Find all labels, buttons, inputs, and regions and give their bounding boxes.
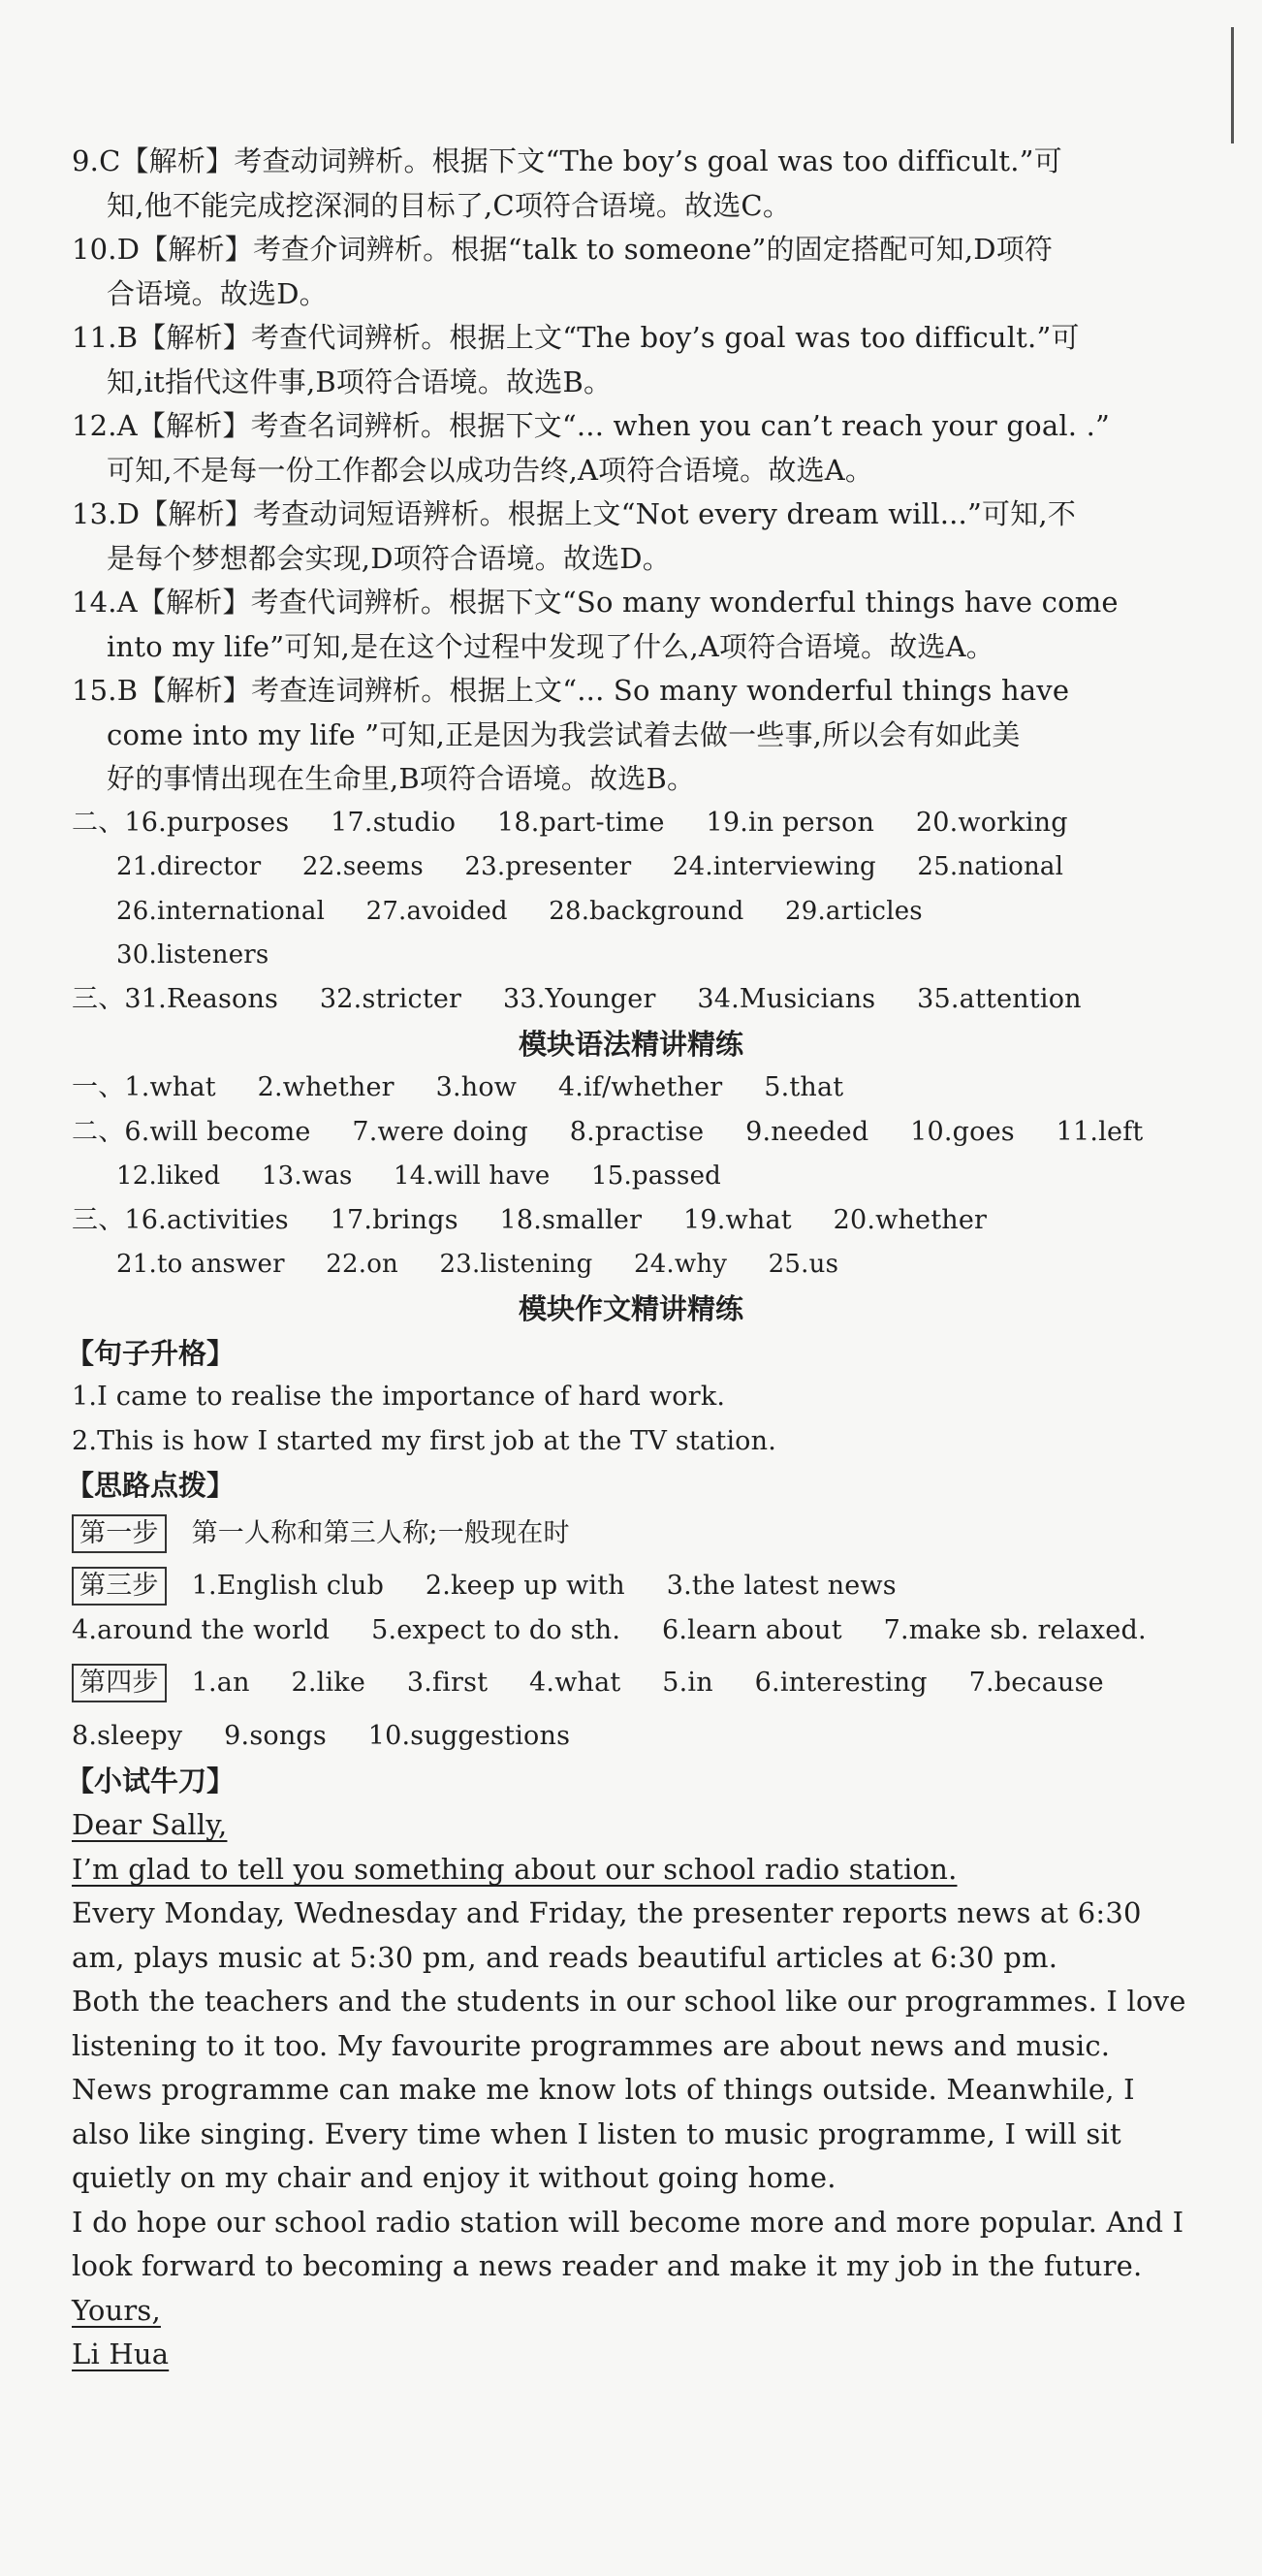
answer-item: 24.why [633, 1250, 728, 1279]
grammar-row-5 [116, 1245, 1262, 1284]
step1-row [72, 1514, 1262, 1553]
letter-closing: Yours, [72, 2294, 161, 2327]
letter-body-line: also like singing. Every time when I listen to music programme, I will sit [72, 2117, 1121, 2150]
answer-item: 34.Musicians [697, 984, 876, 1014]
answer-item: 27.avoided [365, 897, 508, 926]
answer-item: 8.practise [569, 1117, 705, 1147]
answer-item: 35.attention [917, 984, 1082, 1014]
answer-item: 2.whether [257, 1072, 394, 1102]
step4-box: 第四步 [72, 1664, 167, 1702]
step3-row [72, 1567, 1262, 1606]
answer-item: 17.studio [331, 808, 457, 838]
analysis-13-line-2: 是每个梦想都会实现,D项符合语境。故选D。 [107, 542, 671, 575]
answer-item: 4.around the world [72, 1615, 331, 1645]
analysis-12-line-2: 可知,不是每一份工作都会以成功告终,A项符合语境。故选A。 [107, 454, 874, 487]
answer-item: 5.expect to do sth. [371, 1615, 621, 1645]
answer-item: 2.like [291, 1668, 366, 1698]
answer-item: 3.the latest news [666, 1571, 897, 1601]
grammar-row-4 [72, 1201, 1262, 1240]
answer-item: 三、31.Reasons [72, 984, 279, 1014]
analysis-14-line-2: into my life”可知,是在这个过程中发现了什么,A项符合语境。故选A。 [107, 630, 994, 663]
answer-item: 13.was [261, 1161, 353, 1191]
analysis-13-line-1: 13.D【解析】考查动词短语辨析。根据上文“Not every dream will...”可知,不 [72, 497, 1077, 530]
analysis-12-line-1: 12.A【解析】考查名词辨析。根据下文“... when you can’t reach your goal. .” [72, 409, 1111, 442]
analysis-11-line-2: 知,it指代这件事,B项符合语境。故选B。 [107, 366, 613, 398]
sentence-line-2: 2.This is how I started my first job at the TV station. [72, 1426, 776, 1456]
letter-body-line: News programme can make me know lots of things outside. Meanwhile, I [72, 2073, 1135, 2106]
answer-item: 5.in [662, 1668, 713, 1698]
answer-item: 9.songs [224, 1721, 327, 1751]
answer-item: 12.liked [116, 1161, 221, 1191]
answer-item: 18.smaller [499, 1205, 643, 1235]
answer-item: 19.what [683, 1205, 792, 1235]
answer-item: 二、16.purposes [72, 808, 290, 838]
trial-section-title: 【小试牛刀】 [66, 1765, 236, 1797]
part2-row-4 [116, 936, 1262, 974]
answer-item: 25.national [917, 852, 1064, 881]
sentence-line-1: 1.I came to realise the importance of hard work. [72, 1382, 726, 1412]
step4-row [72, 1664, 1262, 1702]
sentence-section-title: 【句子升格】 [66, 1337, 236, 1370]
grammar-heading: 模块语法精讲精练 [518, 1028, 743, 1061]
writing-heading: 模块作文精讲精练 [518, 1292, 743, 1325]
analysis-14-line-1: 14.A【解析】考查代词辨析。根据下文“So many wonderful things have come [72, 586, 1119, 619]
answer-item: 21.director [116, 852, 262, 881]
analysis-15-line-2: come into my life ”可知,正是因为我尝试着去做一些事,所以会有如此美 [107, 718, 1021, 751]
answer-item: 14.will have [393, 1161, 551, 1191]
letter-body-line: look forward to becoming a news reader and make it my job in the future. [72, 2249, 1143, 2282]
answer-item: 19.in person [706, 808, 875, 838]
answer-item: 5.that [764, 1072, 844, 1102]
answer-item: 8.sleepy [72, 1721, 183, 1751]
answer-item: 10.goes [910, 1117, 1015, 1147]
answer-item: 24.interviewing [672, 852, 876, 881]
analysis-9-line-1: 9.C【解析】考查动词辨析。根据下文“The boy’s goal was too difficult.”可 [72, 144, 1062, 177]
answer-item: 7.because [968, 1668, 1104, 1698]
letter-body-line: Both the teachers and the students in our school like our programmes. I love [72, 1985, 1186, 2018]
step4-cont-row [72, 1717, 1262, 1756]
part2-row-3 [116, 892, 1262, 931]
step3-cont-row [72, 1611, 1262, 1650]
answer-item: 17.brings [330, 1205, 458, 1235]
answer-item: 22.seems [301, 852, 424, 881]
grammar-row-2 [72, 1113, 1262, 1152]
answer-item: 3.how [435, 1072, 518, 1102]
page-edge-mark [1231, 27, 1234, 143]
letter-body-line: listening to it too. My favourite programmes are about news and music. [72, 2029, 1111, 2062]
answer-item: 7.make sb. relaxed. [883, 1615, 1147, 1645]
answer-item: 11.left [1056, 1117, 1144, 1147]
analysis-10-line-1: 10.D【解析】考查介词辨析。根据“talk to someone”的固定搭配可知,D项符 [72, 233, 1054, 266]
part3-row [72, 980, 1262, 1019]
answer-item: 22.on [326, 1250, 398, 1279]
answer-item: 4.what [529, 1668, 621, 1698]
answer-item: 23.presenter [464, 852, 632, 881]
analysis-11-line-1: 11.B【解析】考查代词辨析。根据上文“The boy’s goal was too difficult.”可 [72, 321, 1080, 354]
analysis-10-line-2: 合语境。故选D。 [107, 277, 328, 310]
answer-item: 1.English club [191, 1571, 385, 1601]
grammar-row-3 [116, 1157, 1262, 1195]
answer-item: 30.listeners [116, 940, 269, 970]
answer-item: 29.articles [784, 897, 923, 926]
answer-item: 21.to answer [116, 1250, 285, 1279]
answer-item: 33.Younger [502, 984, 656, 1014]
letter-body-line: am, plays music at 5:30 pm, and reads beautiful articles at 6:30 pm. [72, 1941, 1058, 1974]
part2-row-1 [72, 804, 1262, 843]
answer-item: 32.stricter [319, 984, 462, 1014]
answer-item: 6.learn about [661, 1615, 842, 1645]
answer-item: 26.international [116, 897, 326, 926]
answer-item: 9.needed [745, 1117, 869, 1147]
letter-opening: I’m glad to tell you something about our school radio station. [72, 1853, 958, 1886]
answer-item: 15.passed [590, 1161, 721, 1191]
answer-item: 1.an [191, 1668, 250, 1698]
answer-item: 28.background [549, 897, 744, 926]
letter-body-line: Every Monday, Wednesday and Friday, the presenter reports news at 6:30 [72, 1896, 1142, 1929]
answer-item: 二、6.will become [72, 1117, 311, 1147]
letter-body-line: I do hope our school radio station will become more and more popular. And I [72, 2206, 1184, 2239]
answer-item: 4.if/whether [557, 1072, 723, 1102]
answer-item: 20.working [915, 808, 1068, 838]
letter-body-line: quietly on my chair and enjoy it without going home. [72, 2161, 836, 2194]
answer-item: 三、16.activities [72, 1205, 289, 1235]
step1-text: 第一人称和第三人称;一般现在时 [191, 1518, 570, 1548]
analysis-9-line-2: 知,他不能完成挖深洞的目标了,C项符合语境。故选C。 [107, 189, 792, 222]
step3-box: 第三步 [72, 1567, 167, 1606]
analysis-15-line-1: 15.B【解析】考查连词辨析。根据上文“... So many wonderful things have [72, 674, 1070, 707]
answer-item: 2.keep up with [425, 1571, 625, 1601]
answer-item: 25.us [768, 1250, 839, 1279]
letter-signature: Li Hua [72, 2337, 170, 2370]
grammar-row-1 [72, 1068, 1262, 1107]
answer-item: 20.whether [833, 1205, 988, 1235]
analysis-15-line-3: 好的事情出现在生命里,B项符合语境。故选B。 [107, 762, 696, 795]
answer-item: 6.interesting [754, 1668, 928, 1698]
thinking-section-title: 【思路点拨】 [66, 1469, 236, 1502]
step1-box: 第一步 [72, 1514, 167, 1553]
answer-item: 18.part-time [496, 808, 665, 838]
letter-greeting: Dear Sally, [72, 1808, 228, 1841]
answer-item: 10.suggestions [367, 1721, 571, 1751]
answer-item: 23.listening [439, 1250, 593, 1279]
answer-item: 一、1.what [72, 1072, 216, 1102]
part2-row-2 [116, 847, 1262, 886]
answer-item: 7.were doing [352, 1117, 528, 1147]
answer-item: 3.first [406, 1668, 489, 1698]
